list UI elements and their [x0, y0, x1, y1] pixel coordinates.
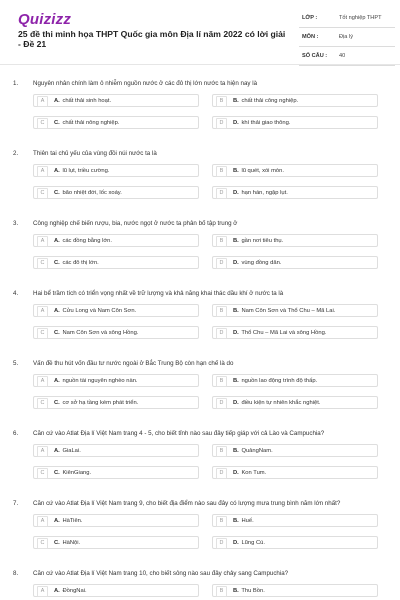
option-letter-badge: C	[37, 538, 48, 549]
option-key: B.	[233, 307, 239, 314]
option-letter-badge: D	[216, 188, 227, 199]
option-letter-badge: C	[37, 398, 48, 409]
option-text: điều kiện tự nhiên khắc nghiệt.	[241, 399, 321, 406]
worksheet-header	[0, 0, 400, 62]
option-d[interactable]	[212, 536, 378, 549]
option-text: HàNội.	[62, 539, 81, 546]
option-key: C.	[54, 399, 60, 406]
question-number: 5.	[13, 360, 19, 367]
option-letter-badge: A	[37, 236, 48, 247]
option-d[interactable]	[212, 326, 378, 339]
option-b[interactable]	[212, 514, 378, 527]
option-text: chất thải sinh hoạt.	[62, 97, 112, 104]
option-letter-badge: A	[37, 166, 48, 177]
option-a[interactable]	[33, 94, 199, 107]
option-text: hạn hán, ngập lụt.	[241, 189, 288, 196]
question-number: 3.	[13, 220, 19, 227]
option-key: D.	[233, 329, 239, 336]
option-b[interactable]	[212, 234, 378, 247]
option-key: C.	[54, 329, 60, 336]
option-a[interactable]	[33, 374, 199, 387]
option-a[interactable]	[33, 164, 199, 177]
option-text: lũ quét, xói mòn.	[241, 167, 284, 174]
question-text: Căn cứ vào Atlat Địa lí Việt Nam trang 4 - 5, cho biết tỉnh nào sau đây tiếp giáp với cả Lào và Campuchia?	[33, 430, 325, 437]
option-key: B.	[233, 167, 239, 174]
option-text: khí thải giao thông.	[241, 119, 291, 126]
question-text: Căn cứ vào Atlat Địa lí Việt Nam trang 10, cho biết sông nào sau đây chảy sang Campuchia?	[33, 570, 289, 577]
meta-row-subject	[299, 31, 395, 47]
option-key: B.	[233, 237, 239, 244]
option-letter-badge: A	[37, 516, 48, 527]
option-letter-badge: D	[216, 258, 227, 269]
option-key: B.	[233, 97, 239, 104]
option-a[interactable]	[33, 584, 199, 597]
question-number: 8.	[13, 570, 19, 577]
option-text: QuảngNam.	[241, 447, 273, 454]
option-a[interactable]	[33, 444, 199, 457]
option-b[interactable]	[212, 304, 378, 317]
option-text: HàTiên.	[62, 517, 83, 524]
question-text: Căn cứ vào Atlat Địa lí Việt Nam trang 9, cho biết địa điểm nào sau đây có lượng mưa trung bình năm lớn nhất?	[33, 500, 341, 507]
option-text: lũ lụt, triều cường.	[62, 167, 110, 174]
meta-value: Tốt nghiệp THPT	[339, 15, 382, 21]
option-d[interactable]	[212, 256, 378, 269]
question-number: 1.	[13, 80, 19, 87]
option-letter-badge: B	[216, 376, 227, 387]
option-text: Nam Côn Sơn và Thổ Chu – Mã Lai.	[241, 307, 336, 314]
option-c[interactable]	[33, 186, 199, 199]
option-letter-badge: D	[216, 118, 227, 129]
question-text: Hai bể trầm tích có triển vọng nhất về trữ lượng và khả năng khai thác dầu khí ở nước ta là	[33, 290, 284, 297]
option-b[interactable]	[212, 164, 378, 177]
option-key: C.	[54, 189, 60, 196]
option-text: nguồn lao động trình độ thấp.	[241, 377, 318, 384]
option-c[interactable]	[33, 326, 199, 339]
option-text: ĐồngNai.	[62, 587, 87, 594]
option-text: các đô thị lớn.	[62, 259, 99, 266]
option-text: các đồng bằng lớn.	[62, 237, 113, 244]
option-c[interactable]	[33, 256, 199, 269]
option-key: C.	[54, 259, 60, 266]
option-key: A.	[54, 377, 60, 384]
option-key: D.	[233, 189, 239, 196]
option-text: Kon Tum.	[241, 469, 267, 476]
option-text: Thổ Chu – Mã Lai và sông Hồng.	[241, 329, 327, 336]
option-key: A.	[54, 97, 60, 104]
option-text: Huế.	[241, 517, 254, 524]
question-text: Vấn đề thu hút vốn đầu tư nước ngoài ở Bắc Trung Bộ còn hạn chế là do	[33, 360, 234, 367]
option-a[interactable]	[33, 514, 199, 527]
option-a[interactable]	[33, 304, 199, 317]
option-b[interactable]	[212, 584, 378, 597]
option-letter-badge: C	[37, 468, 48, 479]
option-key: D.	[233, 119, 239, 126]
option-c[interactable]	[33, 396, 199, 409]
option-key: D.	[233, 539, 239, 546]
option-letter-badge: B	[216, 306, 227, 317]
option-key: C.	[54, 469, 60, 476]
question-text: Công nghiệp chế biến rượu, bia, nước ngọt ở nước ta phân bố tập trung ở	[33, 220, 238, 227]
option-text: chất thải công nghiệp.	[241, 97, 299, 104]
option-key: D.	[233, 469, 239, 476]
option-c[interactable]	[33, 116, 199, 129]
option-letter-badge: C	[37, 188, 48, 199]
option-key: A.	[54, 587, 60, 594]
option-key: A.	[54, 237, 60, 244]
option-text: KiênGiang.	[62, 469, 92, 476]
option-d[interactable]	[212, 396, 378, 409]
option-letter-badge: B	[216, 236, 227, 247]
option-text: Cửu Long và Nam Côn Sơn.	[62, 307, 137, 314]
option-key: A.	[54, 307, 60, 314]
option-b[interactable]	[212, 374, 378, 387]
option-d[interactable]	[212, 466, 378, 479]
option-key: B.	[233, 587, 239, 594]
option-key: A.	[54, 517, 60, 524]
option-letter-badge: B	[216, 96, 227, 107]
meta-row-class	[299, 12, 395, 28]
option-text: chất thải nông nghiệp.	[62, 119, 120, 126]
option-text: gần nơi tiêu thụ.	[241, 237, 284, 244]
option-letter-badge: B	[216, 446, 227, 457]
option-text: Nam Côn Sơn và sông Hồng.	[62, 329, 139, 336]
question-text: Thiên tai chủ yếu của vùng đồi núi nước ta là	[33, 150, 157, 157]
option-letter-badge: D	[216, 538, 227, 549]
option-text: Lũng Cú.	[241, 539, 265, 546]
option-text: vùng đồng dân.	[241, 259, 282, 266]
option-key: D.	[233, 399, 239, 406]
option-text: bão nhiệt đới, lốc xoáy.	[62, 189, 122, 196]
option-key: A.	[54, 167, 60, 174]
option-c[interactable]	[33, 536, 199, 549]
option-b[interactable]	[212, 444, 378, 457]
option-letter-badge: A	[37, 96, 48, 107]
option-letter-badge: C	[37, 328, 48, 339]
option-text: Thu Bồn.	[241, 587, 265, 594]
option-text: nguồn tài nguyên nghèo nàn.	[62, 377, 138, 384]
option-letter-badge: B	[216, 516, 227, 527]
option-letter-badge: A	[37, 306, 48, 317]
option-c[interactable]	[33, 466, 199, 479]
question-number: 4.	[13, 290, 19, 297]
option-key: C.	[54, 539, 60, 546]
option-text: cơ sở hạ tầng kém phát triển.	[62, 399, 139, 406]
question-number: 2.	[13, 150, 19, 157]
worksheet-meta	[299, 12, 395, 69]
option-key: D.	[233, 259, 239, 266]
option-text: GiaLai.	[62, 447, 81, 454]
header-divider	[0, 64, 400, 65]
option-letter-badge: D	[216, 328, 227, 339]
option-letter-badge: A	[37, 586, 48, 597]
option-letter-badge: A	[37, 376, 48, 387]
meta-key: LỚP :	[302, 15, 318, 21]
meta-key: SỐ CÂU :	[302, 53, 328, 59]
option-letter-badge: B	[216, 166, 227, 177]
option-letter-badge: D	[216, 468, 227, 479]
option-key: C.	[54, 119, 60, 126]
option-key: B.	[233, 447, 239, 454]
option-letter-badge: A	[37, 446, 48, 457]
option-d[interactable]	[212, 116, 378, 129]
worksheet-title: 25 đề thi minh họa THPT Quốc gia môn Địa lí năm 2022 có lời giải - Đề 21	[18, 29, 286, 49]
option-d[interactable]	[212, 186, 378, 199]
option-key: B.	[233, 377, 239, 384]
option-b[interactable]	[212, 94, 378, 107]
option-a[interactable]	[33, 234, 199, 247]
option-letter-badge: B	[216, 586, 227, 597]
option-letter-badge: C	[37, 118, 48, 129]
option-key: A.	[54, 447, 60, 454]
option-key: B.	[233, 517, 239, 524]
meta-value: Địa lý	[339, 34, 353, 40]
question-text: Nguyên nhân chính làm ô nhiễm nguồn nước ở các đô thị lớn nước ta hiện nay là	[33, 80, 258, 87]
option-letter-badge: D	[216, 398, 227, 409]
question-number: 6.	[13, 430, 19, 437]
quizizz-logo: Quizizz	[18, 11, 72, 28]
question-number: 7.	[13, 500, 19, 507]
meta-key: MÔN :	[302, 34, 319, 40]
meta-value: 40	[339, 53, 346, 59]
option-letter-badge: C	[37, 258, 48, 269]
